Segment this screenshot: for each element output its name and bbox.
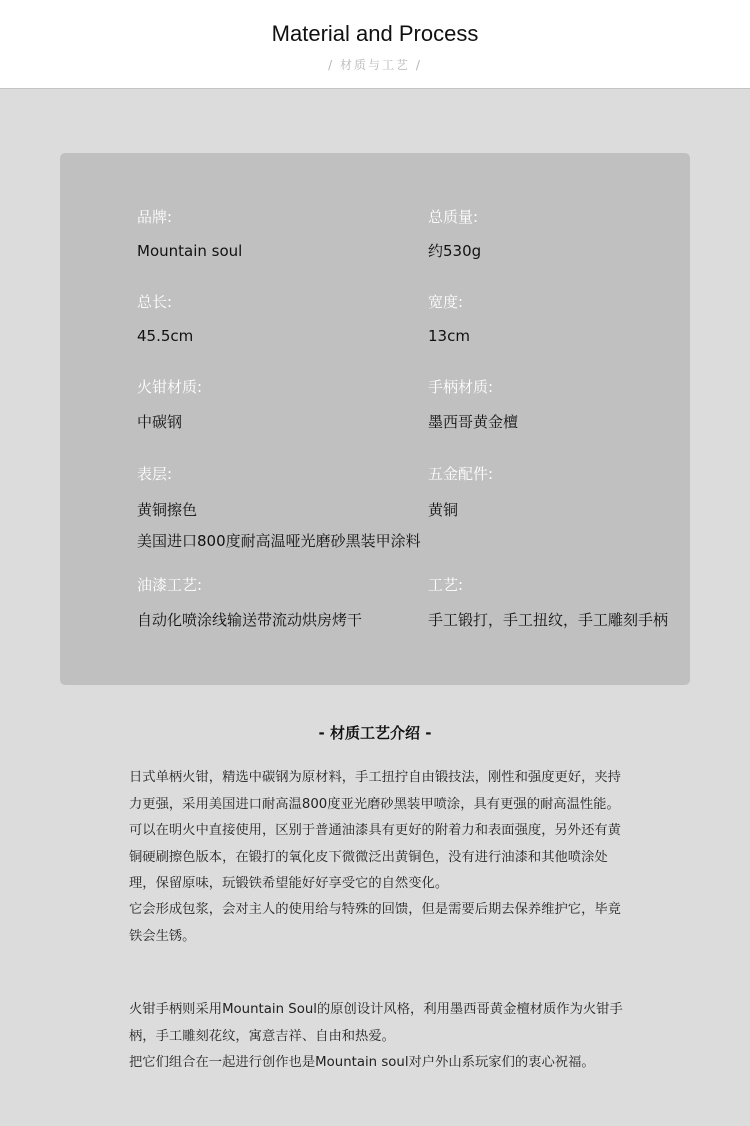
spec-label-hardware: 五金配件: <box>428 465 494 483</box>
spec-label-craft: 工艺: <box>428 576 464 594</box>
spec-label-handle-material: 手柄材质: <box>428 378 494 396</box>
intro-paragraph-4: 火钳手柄则采用Mountain Soul的原创设计风格，利用墨西哥黄金檀材质作为火钳手柄，手工雕刻花纹，寓意吉祥、自由和热爱。 <box>129 1002 623 1044</box>
page-subtitle: / 材质与工艺 / <box>328 58 422 72</box>
spec-value-paint-process: 自动化喷涂线输送带流动烘房烤干 <box>137 611 363 629</box>
intro-paragraph-1: 日式单柄火钳，精选中碳钢为原材料，手工扭拧自由锻技法，刚性和强度更好，夹持力更强，采用美国进口耐高温800度亚光磨砂黑装甲喷涂，具有更强的耐高温性能。 <box>129 770 621 812</box>
spec-label-length: 总长: <box>137 293 173 311</box>
intro-paragraph-2: 可以在明火中直接使用，区别于普通油漆具有更好的附着力和表面强度，另外还有黄铜硬刷擦色版本，在锻打的氧化皮下微微泛出黄铜色，没有进行油漆和其他喷涂处理，保留原味，玩锻铁希望能好好享受它的自然变化。 <box>129 823 621 891</box>
spec-value-brand: Mountain soul <box>137 242 243 260</box>
spec-value-length: 45.5cm <box>137 327 194 345</box>
spec-label-tong-material: 火钳材质: <box>137 378 203 396</box>
spec-value-width: 13cm <box>428 327 470 345</box>
header <box>0 0 750 89</box>
spec-value-surface-2: 美国进口800度耐高温哑光磨砂黑装甲涂料 <box>137 532 421 550</box>
spec-value-tong-material: 中碳钢 <box>137 413 183 431</box>
intro-title: - 材质工艺介绍 - <box>318 724 432 742</box>
page-title: Material and Process <box>271 21 479 46</box>
spec-label-brand: 品牌: <box>137 208 173 226</box>
spec-label-weight: 总质量: <box>428 208 479 226</box>
spec-value-weight: 约530g <box>428 242 482 260</box>
spec-value-hardware: 黄铜 <box>428 501 459 519</box>
intro-paragraph-3: 它会形成包浆，会对主人的使用给与特殊的回馈，但是需要后期去保养维护它，毕竟铁会生锈。 <box>129 902 621 944</box>
spec-label-surface: 表层: <box>137 465 173 483</box>
spec-card <box>60 153 690 685</box>
spec-label-width: 宽度: <box>428 293 464 311</box>
spec-value-handle-material: 墨西哥黄金檀 <box>428 413 519 431</box>
spec-value-surface: 黄铜擦色 <box>137 501 198 519</box>
spec-label-paint-process: 油漆工艺: <box>137 576 203 594</box>
intro-paragraph-5: 把它们组合在一起进行创作也是Mountain soul对户外山系玩家们的衷心祝福。 <box>129 1055 595 1070</box>
spec-value-craft: 手工锻打，手工扭纹，手工雕刻手柄 <box>428 611 669 629</box>
